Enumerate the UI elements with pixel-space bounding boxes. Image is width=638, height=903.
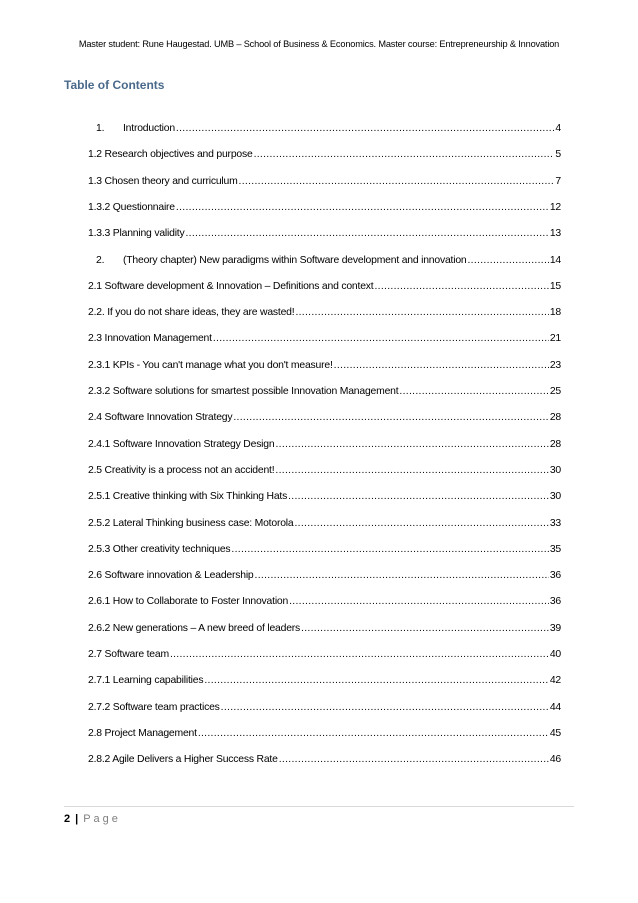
toc-entry-page: 7 — [555, 175, 561, 187]
toc-entry-title: 2.8 Project Management — [88, 727, 197, 739]
toc-entry[interactable] — [88, 307, 561, 318]
toc-entry-title: 2.5.3 Other creativity techniques — [88, 543, 231, 555]
toc-entry-page: 13 — [549, 228, 561, 240]
toc-dot-leader — [301, 623, 549, 634]
toc-dot-leader — [374, 281, 548, 292]
running-header: Master student: Rune Haugestad. UMB – School of Business & Economics. Master course: Entrepreneurship & Innovation — [78, 39, 560, 49]
toc-dot-leader — [468, 255, 549, 266]
toc-entry-page: 40 — [549, 649, 561, 660]
toc-dot-leader — [289, 596, 549, 607]
toc-entry-page: 39 — [549, 622, 561, 634]
toc-dot-leader — [255, 570, 549, 581]
toc-entry-page: 21 — [549, 333, 561, 345]
toc-entry-text: Introduction — [123, 123, 175, 134]
toc-entry[interactable] — [88, 281, 561, 292]
footer-separator: | — [75, 813, 79, 825]
toc-entry-page: 28 — [549, 438, 561, 450]
toc-dot-leader — [294, 518, 548, 529]
page-footer — [64, 813, 121, 825]
toc-dot-leader — [275, 439, 548, 450]
toc-entry-title: 2.2. If you do not share ideas, they are wasted! — [88, 307, 295, 319]
toc-entry-page: 45 — [549, 727, 561, 739]
toc-entry-page: 44 — [549, 701, 561, 713]
toc-dot-leader — [204, 675, 548, 686]
toc-entry-title: 2.3.2 Software solutions for smartest possible Innovation Management — [88, 386, 399, 397]
toc-entry-page: 42 — [549, 675, 561, 687]
toc-entry-page: 36 — [549, 596, 561, 608]
toc-entry-title: 2.7.1 Learning capabilities — [88, 675, 204, 687]
toc-entry-title: 1.2 Research objectives and purpose — [88, 149, 253, 161]
toc-dot-leader — [233, 412, 548, 423]
toc-entry[interactable] — [88, 360, 561, 371]
toc-entry-page: 35 — [549, 543, 561, 555]
toc-dot-leader — [295, 307, 548, 318]
toc-dot-leader — [176, 123, 555, 134]
toc-entry[interactable] — [88, 176, 561, 187]
toc-dot-leader — [231, 544, 548, 555]
toc-entry[interactable] — [88, 491, 561, 502]
toc-entry[interactable] — [88, 202, 561, 213]
toc-entry-title: 1.3.3 Planning validity — [88, 228, 185, 240]
toc-entry[interactable] — [88, 439, 561, 450]
toc-entry[interactable] — [88, 675, 561, 686]
toc-entry-title: 2.4.1 Software Innovation Strategy Design — [88, 438, 275, 450]
toc-entry-title: 2.6.2 New generations – A new breed of leaders — [88, 622, 301, 634]
toc-dot-leader — [239, 176, 555, 187]
toc-entry-page: 15 — [549, 280, 561, 292]
toc-entry-page: 46 — [549, 754, 561, 766]
toc-entry-title: 2.7 Software team — [88, 649, 169, 660]
toc-entry[interactable] — [96, 255, 561, 266]
toc-entry[interactable] — [88, 754, 561, 765]
toc-dot-leader — [279, 754, 549, 765]
toc-heading: Table of Contents — [64, 78, 165, 92]
toc-entry-page: 28 — [549, 412, 561, 424]
toc-entry-page: 33 — [549, 517, 561, 529]
toc-entry[interactable] — [88, 570, 561, 581]
toc-entry-title: 2.3 Innovation Management — [88, 333, 212, 345]
toc-dot-leader — [288, 491, 549, 502]
toc-entry-page: 25 — [549, 386, 561, 397]
toc-entry-title: 1.3.2 Questionnaire — [88, 201, 175, 213]
footer-divider — [64, 806, 574, 807]
toc-entry-title: 2.1 Software development & Innovation – Definitions and context — [88, 280, 374, 292]
toc-entry[interactable] — [96, 123, 561, 134]
toc-entry-title: 2.6.1 How to Collaborate to Foster Innovation — [88, 596, 289, 608]
toc-entry-page: 30 — [549, 464, 561, 476]
toc-dot-leader — [221, 702, 549, 713]
footer-page-label: Page — [83, 813, 121, 825]
toc-entry-title: 2.8.2 Agile Delivers a Higher Success Rate — [88, 754, 278, 766]
toc-entry-title: 2.4 Software Innovation Strategy — [88, 412, 233, 424]
toc-entry-number: 2. — [96, 254, 105, 266]
toc-entry[interactable] — [88, 228, 561, 239]
toc-entry-page: 14 — [549, 254, 561, 266]
toc-dot-leader — [254, 149, 555, 160]
toc-entry-text: (Theory chapter) New paradigms within Software development and innovation — [123, 254, 467, 266]
toc-dot-leader — [170, 649, 549, 660]
toc-dot-leader — [334, 360, 549, 371]
toc-entry-title — [96, 255, 467, 266]
toc-entry-title — [96, 123, 175, 134]
toc-entry-page: 5 — [555, 149, 561, 161]
toc-entry-page: 30 — [549, 491, 561, 503]
toc-dot-leader — [198, 728, 549, 739]
toc-entry[interactable] — [88, 596, 561, 607]
toc-entry-title: 2.5.1 Creative thinking with Six Thinking Hats — [88, 491, 288, 503]
toc-entry-page: 12 — [549, 201, 561, 213]
toc-dot-leader — [399, 386, 548, 397]
toc-entry[interactable] — [88, 333, 561, 344]
toc-dot-leader — [275, 465, 548, 476]
toc-entry[interactable] — [88, 149, 561, 160]
toc-entry[interactable] — [88, 728, 561, 739]
toc-entry-title: 2.6 Software innovation & Leadership — [88, 570, 254, 582]
toc-entry[interactable] — [88, 649, 561, 660]
toc-entry-page: 36 — [549, 570, 561, 582]
toc-entry[interactable] — [88, 623, 561, 634]
toc-dot-leader — [176, 202, 549, 213]
toc-entry-page: 23 — [549, 359, 561, 371]
toc-entry-number: 1. — [96, 123, 105, 134]
toc-entry[interactable] — [88, 386, 561, 397]
toc-entry[interactable] — [88, 518, 561, 529]
toc-entry-page: 18 — [549, 307, 561, 319]
toc-entry[interactable] — [88, 465, 561, 476]
toc-entry-page: 4 — [555, 123, 561, 134]
toc-entry-title: 1.3 Chosen theory and curriculum — [88, 175, 238, 187]
toc-entry-title: 2.7.2 Software team practices — [88, 701, 220, 713]
toc-entry-title: 2.5.2 Lateral Thinking business case: Motorola — [88, 517, 294, 529]
toc-entry[interactable] — [88, 412, 561, 423]
toc-dot-leader — [186, 228, 549, 239]
toc-dot-leader — [213, 333, 549, 344]
toc-entry[interactable] — [88, 544, 561, 555]
toc-entry-title: 2.5 Creativity is a process not an accident! — [88, 464, 275, 476]
toc-entry-title: 2.3.1 KPIs - You can't manage what you don't measure! — [88, 359, 333, 371]
toc-entry[interactable] — [88, 702, 561, 713]
footer-page-number: 2 — [64, 813, 71, 825]
